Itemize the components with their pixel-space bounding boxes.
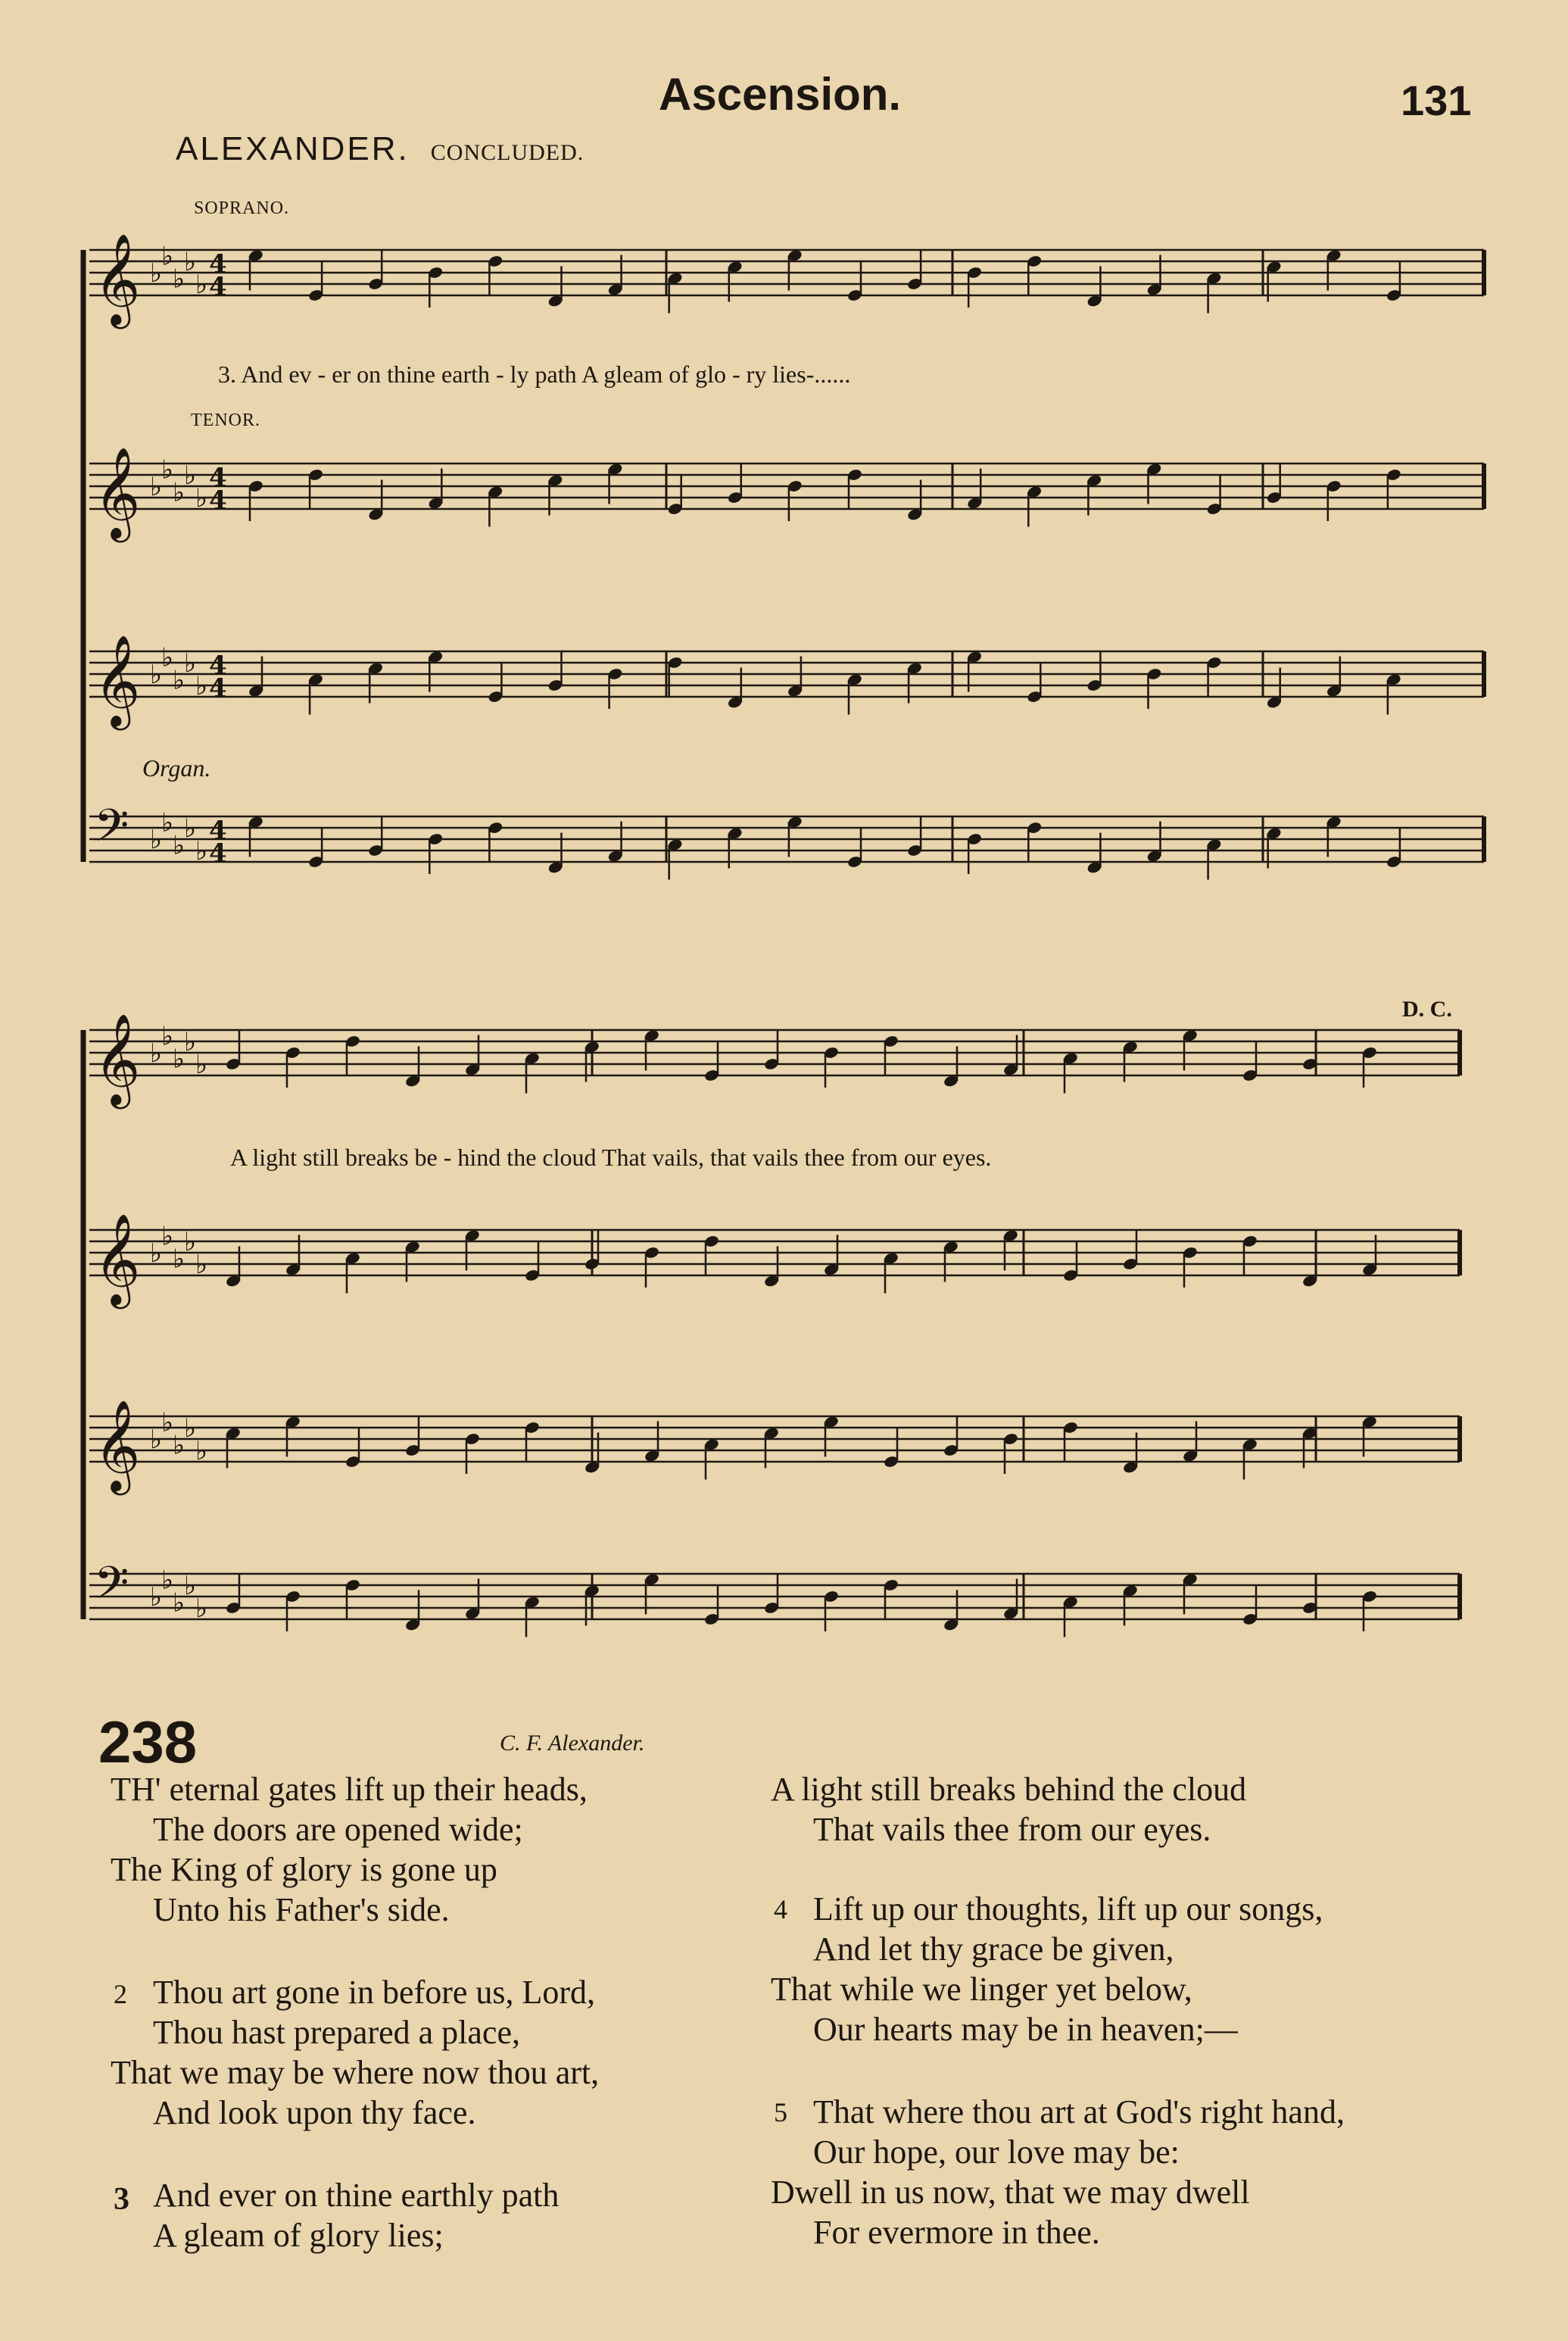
flat-icon: ♭ bbox=[195, 836, 208, 866]
flat-icon: ♭ bbox=[184, 1227, 197, 1257]
stanza-line: Our hope, our love may be: bbox=[813, 2133, 1180, 2171]
treble-clef-icon: 𝄞 bbox=[94, 1213, 141, 1305]
flat-icon: ♭ bbox=[150, 1038, 163, 1069]
da-capo-marking: D. C. bbox=[1402, 997, 1452, 1022]
flat-icon: ♭ bbox=[161, 454, 174, 485]
stanza-line: Thou art gone in before us, Lord, bbox=[153, 1974, 596, 2011]
time-signature-4-icon: 4 bbox=[209, 838, 227, 869]
treble-clef-icon: 𝄞 bbox=[94, 233, 141, 325]
stanza-line: That where thou art at God's right hand, bbox=[813, 2093, 1345, 2130]
time-signature-4-icon: 4 bbox=[209, 651, 227, 681]
stanza-line: And look upon thy face. bbox=[153, 2094, 476, 2131]
stanza-number: 2 bbox=[114, 1979, 127, 2009]
flat-icon: ♭ bbox=[150, 1425, 163, 1455]
flat-icon: ♭ bbox=[173, 665, 185, 696]
flat-icon: ♭ bbox=[150, 1238, 163, 1269]
flat-icon: ♭ bbox=[184, 460, 197, 491]
stanza-number: 4 bbox=[774, 1894, 787, 1924]
tenor-label: TENOR. bbox=[191, 410, 260, 430]
flat-icon: ♭ bbox=[184, 247, 197, 277]
flat-icon: ♭ bbox=[161, 241, 174, 272]
bass-clef-icon: 𝄢 bbox=[94, 1556, 129, 1620]
stanza-1 bbox=[111, 1769, 588, 1930]
time-signature-4-icon: 4 bbox=[209, 272, 227, 302]
bass-clef-icon: 𝄢 bbox=[94, 799, 129, 863]
flat-icon: ♭ bbox=[195, 1593, 208, 1624]
stanza-3b bbox=[771, 1769, 1246, 1849]
stanza-line: That while we linger yet below, bbox=[771, 1971, 1192, 2008]
flat-icon: ♭ bbox=[173, 1430, 185, 1461]
treble-clef-icon: 𝄞 bbox=[94, 634, 141, 726]
stanza-line: A light still breaks behind the cloud bbox=[771, 1771, 1247, 1808]
flat-icon: ♭ bbox=[184, 1571, 197, 1601]
flat-icon: ♭ bbox=[195, 483, 208, 513]
stanza-line: Our hearts may be in heaven;— bbox=[813, 2011, 1238, 2048]
flat-icon: ♭ bbox=[173, 1244, 185, 1275]
flat-icon: ♭ bbox=[173, 477, 185, 508]
time-signature-4-icon: 4 bbox=[209, 463, 227, 493]
stanza-number: 5 bbox=[774, 2097, 787, 2127]
flat-icon: ♭ bbox=[173, 264, 185, 295]
stanza-line: And let thy grace be given, bbox=[813, 1931, 1174, 1968]
flat-icon: ♭ bbox=[184, 648, 197, 679]
flat-icon: ♭ bbox=[161, 807, 174, 838]
flat-icon: ♭ bbox=[161, 642, 174, 673]
flat-icon: ♭ bbox=[184, 1413, 197, 1444]
flat-icon: ♭ bbox=[173, 1044, 185, 1075]
flat-icon: ♭ bbox=[161, 1021, 174, 1052]
flat-icon: ♭ bbox=[150, 1582, 163, 1612]
stanza-line: TH' eternal gates lift up their heads, bbox=[111, 1771, 588, 1808]
page-number: 131 bbox=[1401, 76, 1472, 124]
stanza-line: Lift up our thoughts, lift up our songs, bbox=[813, 1890, 1323, 1927]
treble-clef-icon: 𝄞 bbox=[94, 1399, 141, 1491]
flat-icon: ♭ bbox=[161, 1221, 174, 1252]
stanza-line: The King of glory is gone up bbox=[111, 1851, 497, 1888]
flat-icon: ♭ bbox=[195, 1050, 208, 1080]
stanza-line: Thou hast prepared a place, bbox=[153, 2014, 520, 2051]
lyric-line-2: A light still breaks be - hind the cloud That vails, that vails thee from our eyes. bbox=[230, 1144, 992, 1171]
stanza-line: That vails thee from our eyes. bbox=[813, 1811, 1211, 1848]
organ-label: Organ. bbox=[142, 754, 211, 782]
stanza-2 bbox=[111, 1972, 599, 2133]
flat-icon: ♭ bbox=[195, 671, 208, 701]
hymn-author: C. F. Alexander. bbox=[500, 1731, 645, 1756]
lyric-line-1: 3. And ev - er on thine earth - ly path A gleam of glo - ry lies-...... bbox=[218, 361, 851, 388]
flat-icon: ♭ bbox=[150, 258, 163, 289]
flat-icon: ♭ bbox=[173, 1587, 185, 1618]
flat-icon: ♭ bbox=[195, 1250, 208, 1280]
stanza-line: The doors are opened wide; bbox=[153, 1811, 523, 1848]
treble-clef-icon: 𝄞 bbox=[94, 1013, 141, 1105]
stanza-line: Unto his Father's side. bbox=[153, 1891, 450, 1928]
time-signature-4-icon: 4 bbox=[209, 485, 227, 516]
soprano-label: SOPRANO. bbox=[194, 198, 290, 218]
time-signature-4-icon: 4 bbox=[209, 816, 227, 846]
stanza-line: Dwell in us now, that we may dwell bbox=[771, 2174, 1250, 2211]
stanza-number: 3 bbox=[114, 2182, 129, 2217]
stanza-line: That we may be where now thou art, bbox=[111, 2054, 600, 2091]
flat-icon: ♭ bbox=[184, 813, 197, 844]
flat-icon: ♭ bbox=[150, 660, 163, 690]
tune-subtitle: CONCLUDED. bbox=[430, 140, 584, 165]
treble-clef-icon: 𝄞 bbox=[94, 446, 141, 538]
flat-icon: ♭ bbox=[195, 270, 208, 300]
flat-icon: ♭ bbox=[195, 1436, 208, 1466]
flat-icon: ♭ bbox=[150, 825, 163, 855]
flat-icon: ♭ bbox=[184, 1027, 197, 1057]
flat-icon: ♭ bbox=[161, 1407, 174, 1438]
hymn-number: 238 bbox=[98, 1709, 198, 1775]
flat-icon: ♭ bbox=[150, 472, 163, 502]
stanza-5 bbox=[771, 2092, 1345, 2252]
time-signature-4-icon: 4 bbox=[209, 673, 227, 704]
flat-icon: ♭ bbox=[173, 830, 185, 861]
stanza-3a bbox=[111, 2175, 559, 2255]
page-title: Ascension. bbox=[659, 69, 902, 120]
flat-icon: ♭ bbox=[161, 1565, 174, 1596]
tune-name-text: ALEXANDER. bbox=[176, 130, 410, 167]
stanza-line: And ever on thine earthly path bbox=[153, 2177, 560, 2214]
time-signature-4-icon: 4 bbox=[209, 249, 227, 279]
stanza-line: A gleam of glory lies; bbox=[153, 2217, 444, 2254]
stanza-line: For evermore in thee. bbox=[813, 2214, 1100, 2251]
stanza-4 bbox=[771, 1889, 1323, 2049]
